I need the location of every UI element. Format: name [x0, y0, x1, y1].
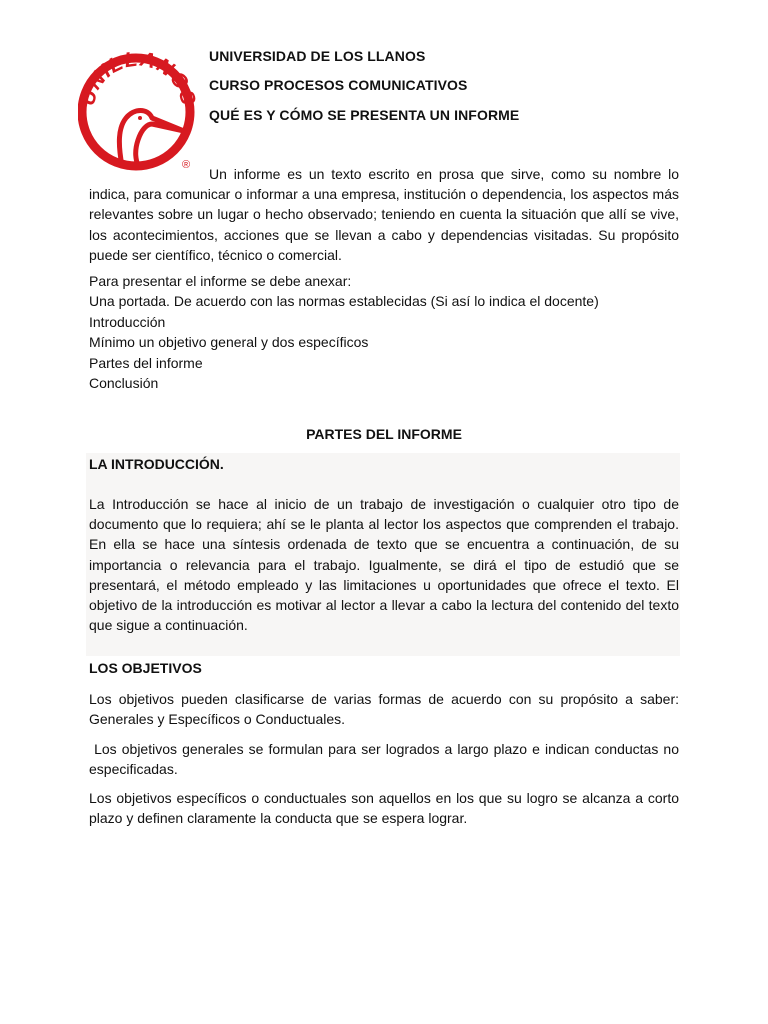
svg-text:®: ® — [182, 159, 191, 171]
unillanos-logo — [78, 48, 198, 176]
objectives-paragraph-3: Los objetivos específicos o conductuales son aquellos en los que su logro se alcanza a corto plazo y definen claramente la conducta que se espera lograr. — [89, 790, 679, 827]
section-title: PARTES DEL INFORME — [306, 426, 462, 442]
course-name: CURSO PROCESOS COMUNICATIVOS — [209, 77, 468, 93]
objectives-heading: LOS OBJETIVOS — [89, 660, 202, 676]
introduction-paragraph: La Introducción se hace al inicio de un trabajo de investigación o cualquier otro tipo de documento que lo requiera; ahí se le planta al lector los aspectos que comprenden el trabajo. En ella se hace una síntesis ordenada de texto que se encuentra a continuación, de su importancia o relevancia para el trabajo. Igualmente, se dirá el tipo de estudió que se presentará, el método empleado y las limitaciones u oportunidades que ofrece el texto. El objetivo de la introducción es motivar al lector a llevar a cabo la lectura del contenido del texto que sigue a continuación. — [89, 496, 679, 634]
heron-emblem-icon — [78, 48, 198, 176]
document-title: QUÉ ES Y CÓMO SE PRESENTA UN INFORME — [209, 107, 520, 123]
objectives-paragraph-2: Los objetivos generales se formulan para ser logrados a largo plazo e indican conductas no especificadas. — [89, 741, 683, 778]
list-item: Mínimo un objetivo general y dos específicos — [89, 334, 369, 351]
annex-list — [89, 271, 679, 393]
university-name: UNIVERSIDAD DE LOS LLANOS — [209, 48, 426, 64]
objectives-paragraph-1: Los objetivos pueden clasificarse de varias formas de acuerdo con su propósito a saber: Generales y Específicos o Conductuales. — [89, 691, 679, 728]
list-item: Conclusión — [89, 375, 159, 392]
annex-lead: Para presentar el informe se debe anexar: — [89, 273, 352, 289]
list-item: Partes del informe — [89, 354, 203, 371]
svg-text:UNILLANOS: UNILLANOS — [78, 48, 198, 108]
list-item: Introducción — [89, 313, 166, 330]
introduction-heading: LA INTRODUCCIÓN. — [89, 456, 224, 472]
intro-paragraph: Un informe es un texto escrito en prosa que sirve, como su nombre lo indica, para comunicar o informar a una empresa, institución o dependencia, los aspectos más relevantes sobre un lugar o hecho observado; teniendo en cuenta la situación que allí se vive, los acontecimientos, acciones que se llevan a cabo y dependencias visitadas. Su propósito puede ser científico, técnico o comercial. — [89, 166, 679, 263]
list-item: Una portada. De acuerdo con las normas establecidas (Si así lo indica el docente) — [89, 293, 599, 310]
